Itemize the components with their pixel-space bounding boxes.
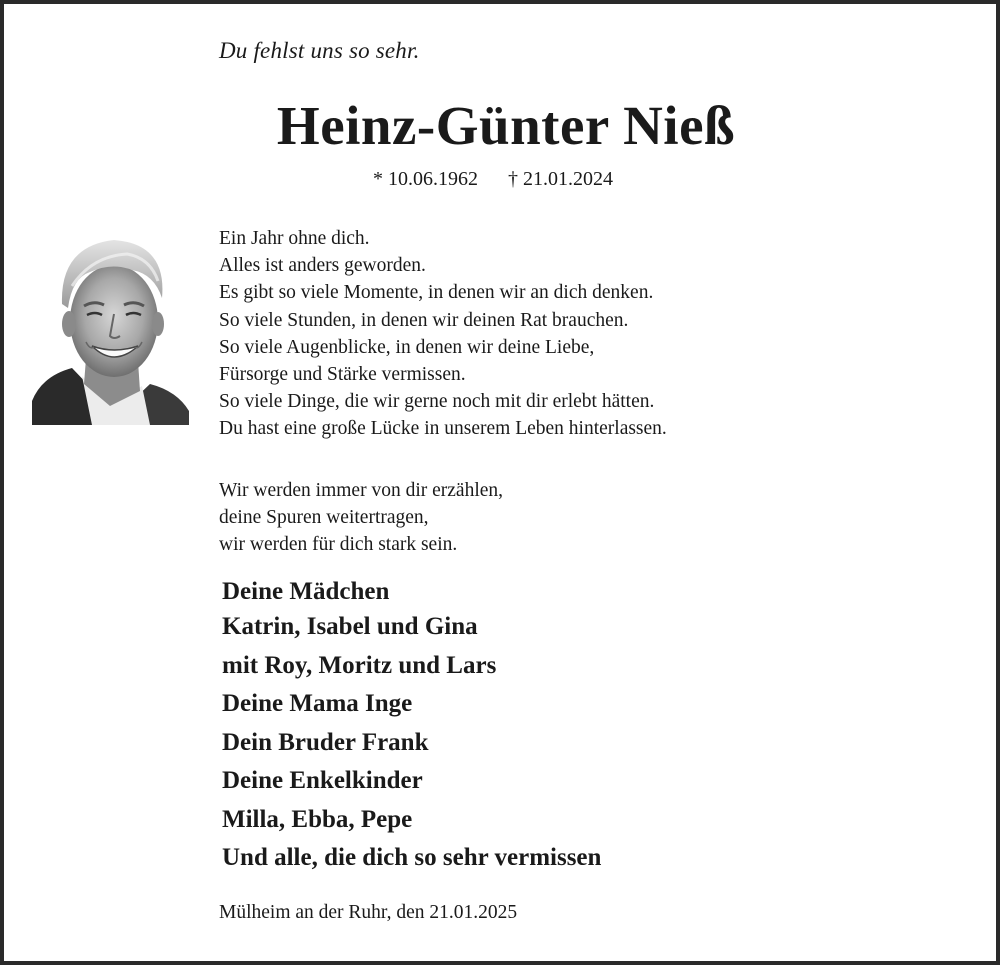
death-date: † 21.01.2024 [508,168,613,190]
place-and-date: Mülheim an der Ruhr, den 21.01.2025 [219,902,518,923]
poem-line: So viele Stunden, in denen wir deinen Rat brauchen. [219,309,629,331]
motto: Du fehlst uns so sehr. [219,38,420,63]
mourner-line: Und alle, die dich so sehr vermissen [222,844,602,871]
mourner-line: Deine Mama Inge [222,690,413,717]
poem-stanza-2 [219,477,503,559]
birth-date: * 10.06.1962 [373,168,478,190]
poem-line: Ein Jahr ohne dich. [219,228,370,249]
poem-line: wir werden für dich stark sein. [219,534,458,556]
deceased-name: Heinz-Günter Nieß [276,95,736,156]
poem-line: Fürsorge und Stärke vermissen. [219,364,466,386]
mourner-line: mit Roy, Moritz und Lars [222,651,497,679]
mourner-line: Deine Mädchen [222,578,390,605]
mourner-line: Dein Bruder Frank [222,728,429,756]
poem-line: Es gibt so viele Momente, in denen wir an dich denken. [219,282,654,304]
mourner-line: Milla, Ebba, Pepe [222,805,413,833]
life-dates [373,168,613,191]
poem-line: deine Spuren weitertragen, [219,507,429,529]
portrait-photo [32,226,189,425]
poem-line: Wir werden immer von dir erzählen, [219,480,504,501]
mourner-line: Deine Enkelkinder [222,767,423,794]
poem-line: So viele Augenblicke, in denen wir deine Liebe, [219,336,595,358]
poem-line: Alles ist anders geworden. [219,255,426,277]
mourners-list [222,575,601,878]
poem-stanza-1 [219,225,667,443]
poem-line: So viele Dinge, die wir gerne noch mit dir erlebt hätten. [219,391,655,413]
poem-line: Du hast eine große Lücke in unserem Leben hinterlassen. [219,418,667,440]
mourner-line: Katrin, Isabel und Gina [222,613,478,640]
